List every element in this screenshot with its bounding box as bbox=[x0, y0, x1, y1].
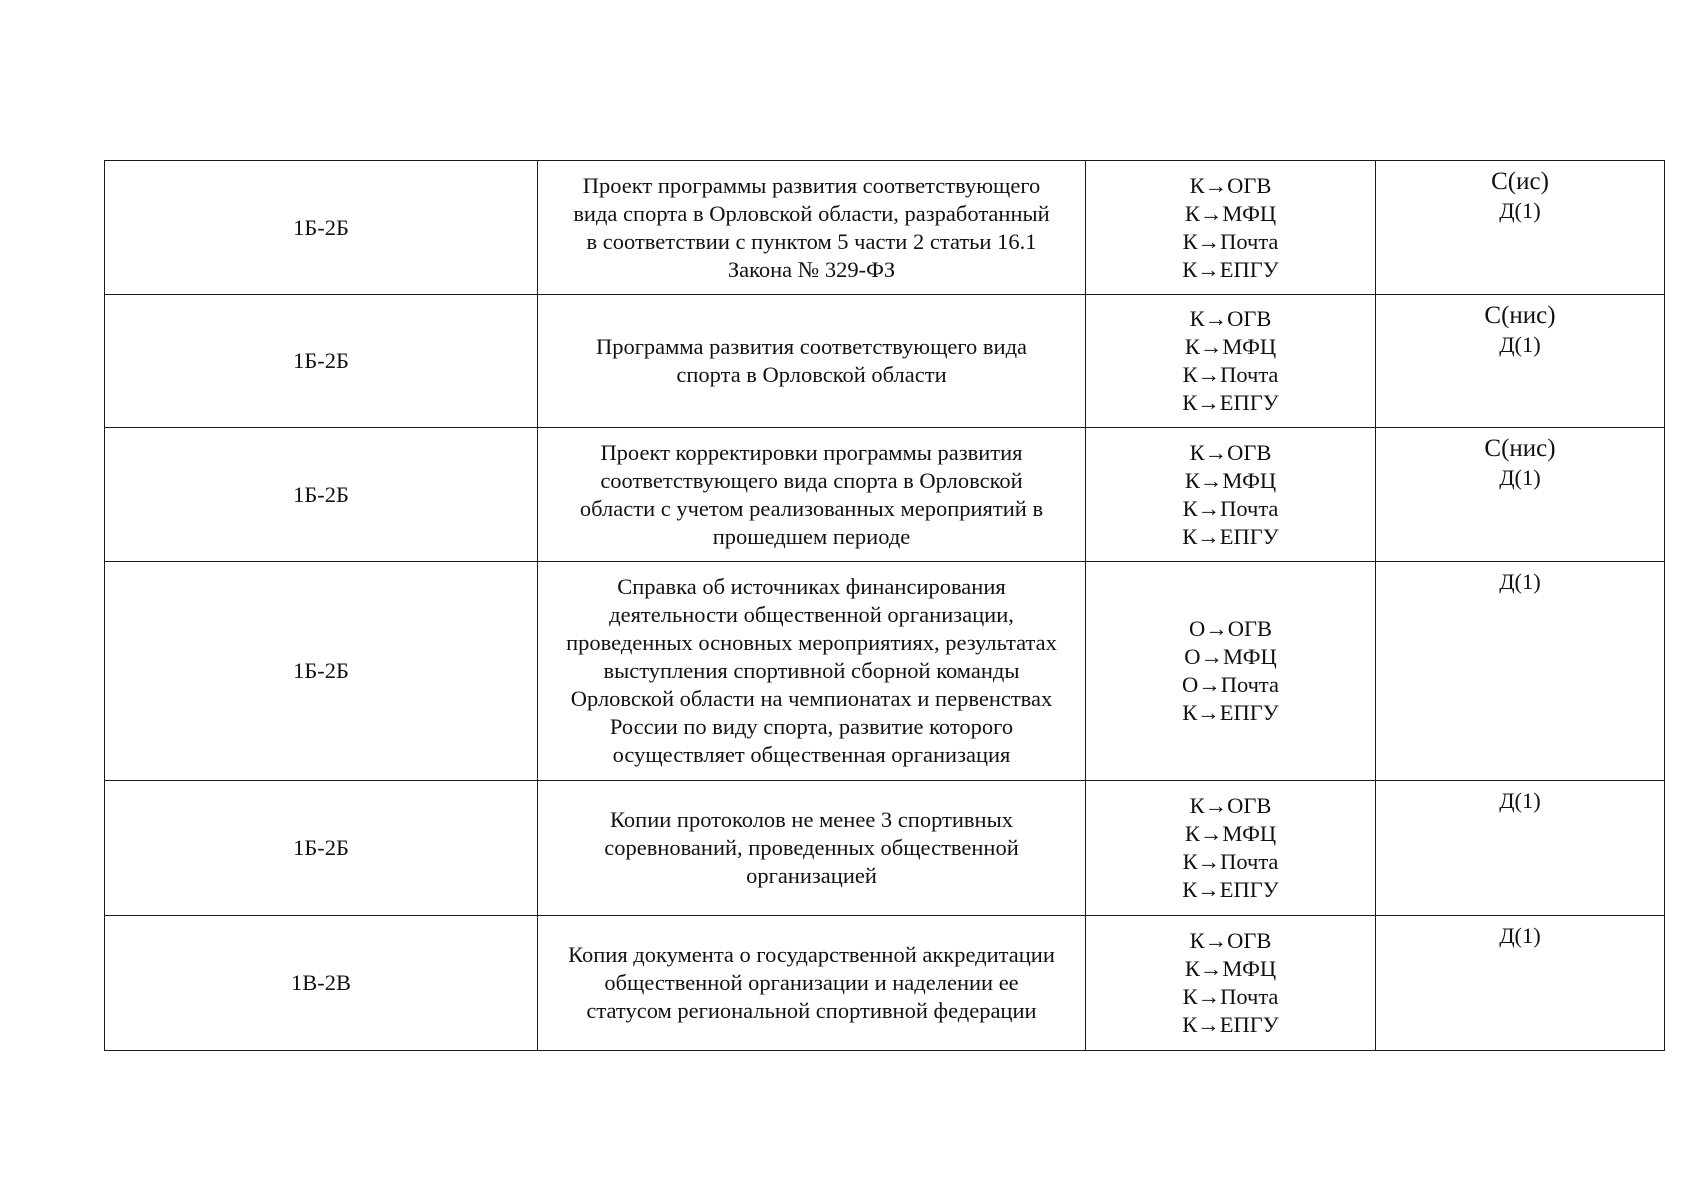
document-line: прошедшем периоде bbox=[712, 523, 911, 549]
form-cell bbox=[1376, 916, 1665, 1051]
route-line: К→МФЦ bbox=[1184, 200, 1277, 226]
code-cell: 1Б-2Б bbox=[105, 161, 538, 295]
document-line: статусом региональной спортивной федерации bbox=[586, 998, 1037, 1023]
route-line: К→ЕПГУ bbox=[1182, 877, 1279, 902]
route-cell bbox=[1086, 161, 1376, 295]
table-row bbox=[105, 428, 1665, 562]
document-line: Проект программы развития соответствующего bbox=[582, 172, 1041, 198]
route-line: К→Почта bbox=[1182, 495, 1279, 521]
form-secondary: Д(1) bbox=[1499, 465, 1541, 490]
document-line: вида спорта в Орловской области, разработанный bbox=[573, 200, 1050, 226]
table-row bbox=[105, 562, 1665, 781]
document-line: Копия документа о государственной аккредитации bbox=[568, 942, 1055, 967]
route-line: К→МФЦ bbox=[1184, 956, 1277, 981]
form-secondary: Д(1) bbox=[1499, 788, 1541, 813]
document-line: соответствующего вида спорта в Орловской bbox=[600, 467, 1023, 493]
form-secondary: Д(1) bbox=[1499, 198, 1541, 223]
document-line: Проект корректировки программы развития bbox=[600, 439, 1023, 465]
route-cell bbox=[1086, 916, 1376, 1051]
code-cell: 1Б-2Б bbox=[105, 781, 538, 916]
route-cell bbox=[1086, 562, 1376, 781]
route-line: К→ЕПГУ bbox=[1182, 390, 1279, 415]
route-line: К→ЕПГУ bbox=[1182, 256, 1279, 282]
document-line: проведенных основных мероприятиях, результатах bbox=[566, 630, 1057, 655]
document-line: организацией bbox=[746, 863, 877, 888]
route-line: К→ОГВ bbox=[1189, 172, 1272, 198]
route-line: О→Почта bbox=[1181, 672, 1280, 697]
document-line: деятельности общественной организации, bbox=[609, 602, 1014, 627]
form-cell bbox=[1376, 428, 1665, 562]
form-cell bbox=[1376, 781, 1665, 916]
document-line: Закона № 329-ФЗ bbox=[727, 256, 896, 282]
document-line: Справка об источниках финансирования bbox=[617, 574, 1006, 599]
route-line: К→МФЦ bbox=[1184, 334, 1277, 359]
document-cell bbox=[538, 428, 1086, 562]
document-line: соревнований, проведенных общественной bbox=[604, 835, 1019, 860]
document-line: в соответствии с пунктом 5 части 2 статьи 16.1 bbox=[586, 228, 1037, 254]
document-line: выступления спортивной сборной команды bbox=[603, 658, 1020, 683]
route-line: К→Почта bbox=[1182, 984, 1279, 1009]
route-line: О→ОГВ bbox=[1188, 616, 1272, 641]
code-cell: 1Б-2Б bbox=[105, 562, 538, 781]
route-line: К→ЕПГУ bbox=[1182, 1012, 1279, 1037]
document-line: осуществляет общественная организация bbox=[612, 742, 1011, 767]
form-secondary: Д(1) bbox=[1499, 332, 1541, 357]
route-line: К→ОГВ bbox=[1189, 439, 1272, 465]
code-cell: 1Б-2Б bbox=[105, 295, 538, 428]
code-cell: 1В-2В bbox=[105, 916, 538, 1051]
form-cell bbox=[1376, 295, 1665, 428]
route-line: К→ОГВ bbox=[1189, 793, 1272, 818]
route-line: К→Почта bbox=[1182, 362, 1279, 387]
table-row bbox=[105, 295, 1665, 428]
form-primary: С(нис) bbox=[1484, 435, 1556, 462]
document-cell bbox=[538, 916, 1086, 1051]
code-cell: 1Б-2Б bbox=[105, 428, 538, 562]
table-row bbox=[105, 916, 1665, 1051]
form-cell bbox=[1376, 562, 1665, 781]
route-cell bbox=[1086, 781, 1376, 916]
document-line: Орловской области на чемпионатах и первенствах bbox=[570, 686, 1053, 711]
route-line: К→МФЦ bbox=[1184, 821, 1277, 846]
document-cell bbox=[538, 161, 1086, 295]
document-line: общественной организации и наделении ее bbox=[604, 970, 1019, 995]
document-line: Копии протоколов не менее 3 спортивных bbox=[610, 807, 1013, 832]
route-line: К→Почта bbox=[1182, 228, 1279, 254]
route-line: К→МФЦ bbox=[1184, 467, 1277, 493]
route-line: К→Почта bbox=[1182, 849, 1279, 874]
form-primary: С(нис) bbox=[1484, 302, 1556, 329]
document-line: спорта в Орловской области bbox=[676, 362, 947, 387]
document-cell bbox=[538, 295, 1086, 428]
route-cell bbox=[1086, 428, 1376, 562]
table-row bbox=[105, 781, 1665, 916]
route-line: К→ЕПГУ bbox=[1182, 523, 1279, 549]
form-cell bbox=[1376, 161, 1665, 295]
form-secondary: Д(1) bbox=[1499, 923, 1541, 948]
document-cell bbox=[538, 562, 1086, 781]
document-cell bbox=[538, 781, 1086, 916]
route-line: К→ЕПГУ bbox=[1182, 700, 1279, 725]
form-secondary: Д(1) bbox=[1499, 569, 1541, 594]
documents-table bbox=[104, 160, 1665, 1051]
route-line: К→ОГВ bbox=[1189, 306, 1272, 331]
table-row bbox=[105, 161, 1665, 295]
route-line: О→МФЦ bbox=[1184, 644, 1277, 669]
route-line: К→ОГВ bbox=[1189, 928, 1272, 953]
document-line: области с учетом реализованных мероприятий в bbox=[579, 495, 1044, 521]
form-primary: С(ис) bbox=[1491, 168, 1549, 195]
document-line: России по виду спорта, развитие которого bbox=[609, 714, 1014, 739]
document-line: Программа развития соответствующего вида bbox=[595, 334, 1028, 359]
route-cell bbox=[1086, 295, 1376, 428]
